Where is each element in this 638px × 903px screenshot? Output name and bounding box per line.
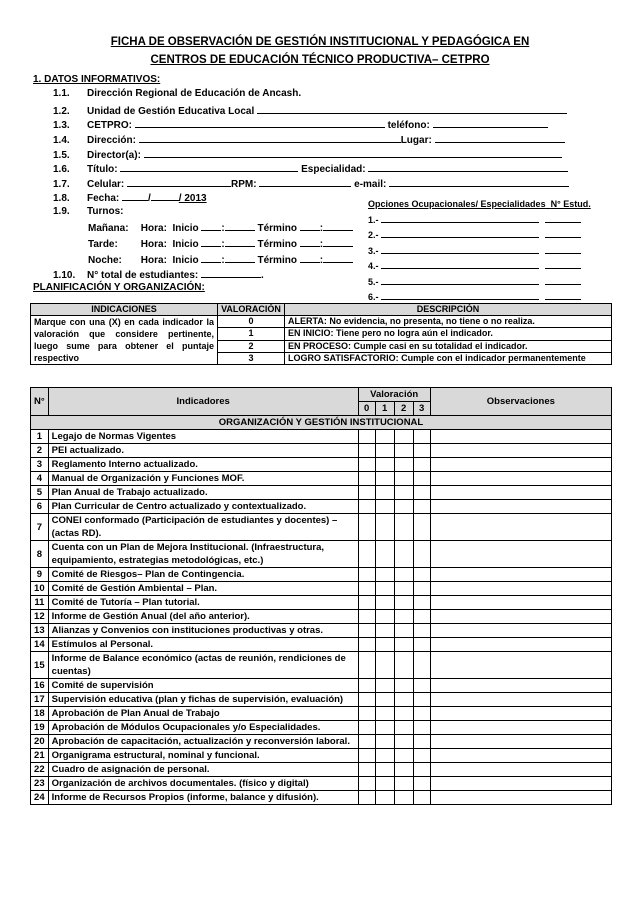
score-cell-3[interactable] <box>413 791 430 805</box>
score-cell-2[interactable] <box>394 693 413 707</box>
score-cell-2[interactable] <box>394 638 413 652</box>
score-cell-2[interactable] <box>394 624 413 638</box>
score-cell-0[interactable] <box>358 568 375 582</box>
score-cell-1[interactable] <box>375 763 394 777</box>
indicator-text: Supervisión educativa (plan y fichas de supervisión, evaluación) <box>48 693 358 707</box>
score-cell-1[interactable] <box>375 472 394 486</box>
observation-cell[interactable] <box>430 777 611 791</box>
legend-header-descripcion: DESCRIPCIÓN <box>285 304 612 316</box>
table-row <box>31 514 612 541</box>
row-number: 16 <box>31 679 49 693</box>
row-number: 11 <box>31 596 49 610</box>
score-cell-3[interactable] <box>413 610 430 624</box>
score-cell-0[interactable] <box>358 486 375 500</box>
observation-cell[interactable] <box>430 582 611 596</box>
table-row <box>31 652 612 679</box>
info-row-6: 1.6. Título: Especialidad: <box>53 162 568 176</box>
observation-cell[interactable] <box>430 624 611 638</box>
indicator-text: Legajo de Normas Vigentes <box>48 430 358 444</box>
morning-end-h[interactable] <box>300 221 320 231</box>
night-start-m[interactable] <box>225 253 255 263</box>
score-cell-3[interactable] <box>413 582 430 596</box>
morning-end-m[interactable] <box>323 221 353 231</box>
score-cell-2[interactable] <box>394 568 413 582</box>
row-number: 12 <box>31 610 49 624</box>
score-cell-2[interactable] <box>394 596 413 610</box>
occupational-options <box>368 197 608 306</box>
info-row-8: 1.8. Fecha: / / 2013 <box>53 193 207 204</box>
morning-start-m[interactable] <box>225 221 255 231</box>
legend-header-valoracion: VALORACIÓN <box>218 304 285 316</box>
table-row <box>31 638 612 652</box>
row-number: 23 <box>31 777 49 791</box>
row-number: 21 <box>31 749 49 763</box>
table-row <box>31 707 612 721</box>
score-cell-0[interactable] <box>358 763 375 777</box>
score-cell-1[interactable] <box>375 721 394 735</box>
row-number: 13 <box>31 624 49 638</box>
score-cell-1[interactable] <box>375 596 394 610</box>
score-cell-2[interactable] <box>394 679 413 693</box>
cetpro-field[interactable] <box>135 118 385 128</box>
info-row-7: 1.7. Celular: RPM: e-mail: <box>53 177 569 191</box>
table-row <box>31 541 612 568</box>
score-cell-0[interactable] <box>358 541 375 568</box>
indicator-text: Aprobación de Plan Anual de Trabajo <box>48 707 358 721</box>
ugel-field[interactable] <box>257 104 567 114</box>
indicator-rows <box>31 430 612 805</box>
score-cell-1[interactable] <box>375 791 394 805</box>
observation-cell[interactable] <box>430 486 611 500</box>
row-number: 18 <box>31 707 49 721</box>
score-cell-0[interactable] <box>358 777 375 791</box>
form-title-line2: CENTROS DE EDUCACIÓN TÉCNICO PRODUCTIVA– CETPRO <box>150 54 490 66</box>
observation-cell[interactable] <box>430 444 611 458</box>
observation-cell[interactable] <box>430 472 611 486</box>
score-cell-0[interactable] <box>358 707 375 721</box>
score-cell-3[interactable] <box>413 749 430 763</box>
option-line[interactable]: 3.- <box>368 244 608 260</box>
row-number: 10 <box>31 582 49 596</box>
table-row <box>31 679 612 693</box>
score-cell-3[interactable] <box>413 596 430 610</box>
observation-cell[interactable] <box>430 791 611 805</box>
indicator-text: Plan Anual de Trabajo actualizado. <box>48 486 358 500</box>
score-cell-0[interactable] <box>358 679 375 693</box>
score-cell-2[interactable] <box>394 777 413 791</box>
score-cell-2[interactable] <box>394 472 413 486</box>
score-cell-0[interactable] <box>358 430 375 444</box>
legend-desc: ALERTA: No evidencia, no presenta, no tiene o no realiza. <box>285 316 612 328</box>
indicator-text: Reglamento Interno actualizado. <box>48 458 358 472</box>
indicator-text: Informe de Gestión Anual (del año anterior). <box>48 610 358 624</box>
score-cell-2[interactable] <box>394 749 413 763</box>
afternoon-end-m[interactable] <box>323 237 353 247</box>
table-row <box>31 458 612 472</box>
legend-value: 2 <box>218 340 285 352</box>
score-cell-3[interactable] <box>413 777 430 791</box>
score-cell-0[interactable] <box>358 735 375 749</box>
indicator-text: Comité de Gestión Ambiental – Plan. <box>48 582 358 596</box>
indicator-text: Estímulos al Personal. <box>48 638 358 652</box>
shift-night: Noche: Hora: Inicio : Término : <box>88 253 353 267</box>
score-cell-1[interactable] <box>375 777 394 791</box>
col-observaciones-header: Observaciones <box>430 388 611 416</box>
score-cell-2[interactable] <box>394 514 413 541</box>
score-cell-0[interactable] <box>358 514 375 541</box>
legend-desc: LOGRO SATISFACTORIO: Cumple con el indicador permanentemente <box>285 352 612 364</box>
legend-desc: EN PROCESO: Cumple casi en su totalidad el indicador. <box>285 340 612 352</box>
rpm-field[interactable] <box>259 177 351 187</box>
night-start-h[interactable] <box>201 253 221 263</box>
score-cell-3[interactable] <box>413 679 430 693</box>
indicator-text: Organigrama estructural, nominal y funcional. <box>48 749 358 763</box>
row-number: 4 <box>31 472 49 486</box>
score-cell-3[interactable] <box>413 444 430 458</box>
col-number-header: N° <box>31 388 49 416</box>
score-cell-3[interactable] <box>413 458 430 472</box>
score-cell-1[interactable] <box>375 638 394 652</box>
score-cell-2[interactable] <box>394 486 413 500</box>
score-cell-1[interactable] <box>375 486 394 500</box>
observation-cell[interactable] <box>430 679 611 693</box>
legend-value: 0 <box>218 316 285 328</box>
score-cell-1[interactable] <box>375 624 394 638</box>
score-cell-1[interactable] <box>375 500 394 514</box>
observation-cell[interactable] <box>430 693 611 707</box>
score-cell-3[interactable] <box>413 430 430 444</box>
shift-afternoon: Tarde: Hora: Inicio : Término : <box>88 237 353 251</box>
observation-cell[interactable] <box>430 721 611 735</box>
score-cell-2[interactable] <box>394 652 413 679</box>
celular-field[interactable] <box>127 177 231 187</box>
observation-cell[interactable] <box>430 458 611 472</box>
observation-cell[interactable] <box>430 541 611 568</box>
info-row-9: 1.9. Turnos: <box>53 206 124 217</box>
observation-cell[interactable] <box>430 638 611 652</box>
director-field[interactable] <box>144 148 562 158</box>
info-row-5: 1.5. Director(a): <box>53 148 562 162</box>
table-row <box>31 610 612 624</box>
score-cell-1[interactable] <box>375 541 394 568</box>
indicator-text: Cuenta con un Plan de Mejora Institucional. (Infraestructura, equipamiento, estrategias metodológicas, etc.) <box>48 541 358 568</box>
score-cell-0[interactable] <box>358 582 375 596</box>
table-row <box>31 486 612 500</box>
night-end-m[interactable] <box>323 253 353 263</box>
indicator-text: Aprobación de Módulos Ocupacionales y/o Especialidades. <box>48 721 358 735</box>
total-estudiantes-field[interactable] <box>201 268 261 278</box>
score-cell-3[interactable] <box>413 721 430 735</box>
score-cell-2[interactable] <box>394 763 413 777</box>
row-number: 14 <box>31 638 49 652</box>
row-number: 9 <box>31 568 49 582</box>
score-cell-1[interactable] <box>375 707 394 721</box>
morning-start-h[interactable] <box>201 221 221 231</box>
option-line[interactable]: 6.- <box>368 290 608 306</box>
legend-instruction: Marque con una (X) en cada indicador la valoración que considere pertinente, luego sume para obtener el puntaje respectivo <box>31 316 218 365</box>
score-cell-1[interactable] <box>375 568 394 582</box>
indicator-text: Comité de Riesgos– Plan de Contingencia. <box>48 568 358 582</box>
score-cell-3[interactable] <box>413 638 430 652</box>
options-header-students: N° Estud. <box>550 199 591 209</box>
table-row <box>31 735 612 749</box>
score-cell-2[interactable] <box>394 791 413 805</box>
afternoon-start-h[interactable] <box>201 237 221 247</box>
option-line[interactable]: 1.- <box>368 213 608 229</box>
info-row-10: 1.10. N° total de estudiantes: . <box>53 270 264 281</box>
indicator-text: PEI actualizado. <box>48 444 358 458</box>
fecha-dia-field[interactable] <box>122 191 148 201</box>
table-row <box>31 749 612 763</box>
score-cell-3[interactable] <box>413 693 430 707</box>
score-cell-0[interactable] <box>358 749 375 763</box>
score-cell-1[interactable] <box>375 582 394 596</box>
score-cell-1[interactable] <box>375 652 394 679</box>
table-row <box>31 721 612 735</box>
table-row <box>31 568 612 582</box>
row-number: 2 <box>31 444 49 458</box>
table-row <box>31 444 612 458</box>
scale-1: 1 <box>375 402 394 416</box>
option-line[interactable]: 4.- <box>368 259 608 275</box>
observation-cell[interactable] <box>430 430 611 444</box>
table-row <box>31 472 612 486</box>
row-number: 22 <box>31 763 49 777</box>
direccion-field[interactable] <box>139 133 401 143</box>
form-title-line1: FICHA DE OBSERVACIÓN DE GESTIÓN INSTITUCIONAL Y PEDAGÓGICA EN <box>110 36 530 48</box>
indicator-text: Cuadro de asignación de personal. <box>48 763 358 777</box>
score-cell-1[interactable] <box>375 749 394 763</box>
score-cell-2[interactable] <box>394 430 413 444</box>
row-number: 24 <box>31 791 49 805</box>
especialidad-field[interactable] <box>368 162 568 172</box>
indicator-text: Comité de supervisión <box>48 679 358 693</box>
score-cell-2[interactable] <box>394 735 413 749</box>
section-datos-informativos: 1. DATOS INFORMATIVOS: <box>33 74 161 85</box>
score-cell-0[interactable] <box>358 444 375 458</box>
legend-value: 3 <box>218 352 285 364</box>
observation-cell[interactable] <box>430 596 611 610</box>
table-row <box>31 500 612 514</box>
score-cell-1[interactable] <box>375 735 394 749</box>
night-end-h[interactable] <box>300 253 320 263</box>
score-cell-0[interactable] <box>358 693 375 707</box>
score-cell-3[interactable] <box>413 486 430 500</box>
score-cell-3[interactable] <box>413 652 430 679</box>
table-row <box>31 430 612 444</box>
col-indicators-header: Indicadores <box>48 388 358 416</box>
legend-value: 1 <box>218 328 285 340</box>
row-number: 20 <box>31 735 49 749</box>
observation-cell[interactable] <box>430 652 611 679</box>
observation-cell[interactable] <box>430 707 611 721</box>
score-cell-2[interactable] <box>394 610 413 624</box>
score-cell-1[interactable] <box>375 514 394 541</box>
scale-2: 2 <box>394 402 413 416</box>
info-row-4: 1.4. Dirección: Lugar: <box>53 133 565 147</box>
indicators-table <box>30 387 612 805</box>
score-cell-2[interactable] <box>394 500 413 514</box>
table-row <box>31 596 612 610</box>
table-row <box>31 777 612 791</box>
table-row <box>31 582 612 596</box>
observation-cell[interactable] <box>430 749 611 763</box>
indicator-text: Comité de Tutoría – Plan tutorial. <box>48 596 358 610</box>
score-cell-1[interactable] <box>375 444 394 458</box>
score-cell-3[interactable] <box>413 763 430 777</box>
score-cell-1[interactable] <box>375 679 394 693</box>
row-number: 8 <box>31 541 49 568</box>
score-cell-1[interactable] <box>375 458 394 472</box>
titulo-field[interactable] <box>120 162 298 172</box>
score-cell-2[interactable] <box>394 541 413 568</box>
score-cell-0[interactable] <box>358 500 375 514</box>
observation-cell[interactable] <box>430 568 611 582</box>
observation-cell[interactable] <box>430 514 611 541</box>
score-cell-0[interactable] <box>358 638 375 652</box>
indicator-text: Aprobación de capacitación, actualización y reconversión laboral. <box>48 735 358 749</box>
score-cell-0[interactable] <box>358 652 375 679</box>
observation-cell[interactable] <box>430 763 611 777</box>
scale-0: 0 <box>358 402 375 416</box>
score-cell-3[interactable] <box>413 472 430 486</box>
shift-morning: Mañana: Hora: Inicio : Término : <box>88 221 353 235</box>
info-row-2: 1.2. Unidad de Gestión Educativa Local <box>53 104 567 118</box>
telefono-field[interactable] <box>433 118 548 128</box>
score-cell-0[interactable] <box>358 610 375 624</box>
row-number: 15 <box>31 652 49 679</box>
afternoon-end-h[interactable] <box>300 237 320 247</box>
observation-cell[interactable] <box>430 735 611 749</box>
table-row <box>31 693 612 707</box>
score-cell-1[interactable] <box>375 610 394 624</box>
option-line[interactable]: 5.- <box>368 275 608 291</box>
observation-cell[interactable] <box>430 500 611 514</box>
options-header: Opciones Ocupacionales/ Especialidades <box>368 199 546 209</box>
score-cell-0[interactable] <box>358 791 375 805</box>
section-planificacion: PLANIFICACIÓN Y ORGANIZACIÓN: <box>33 282 205 293</box>
indicator-text: Informe de Recursos Propios (informe, balance y difusión). <box>48 791 358 805</box>
score-cell-3[interactable] <box>413 707 430 721</box>
afternoon-start-m[interactable] <box>225 237 255 247</box>
indicator-text: Plan Curricular de Centro actualizado y contextualizado. <box>48 500 358 514</box>
score-cell-1[interactable] <box>375 430 394 444</box>
lugar-field[interactable] <box>435 133 565 143</box>
score-cell-3[interactable] <box>413 500 430 514</box>
score-cell-0[interactable] <box>358 596 375 610</box>
scale-3: 3 <box>413 402 430 416</box>
score-cell-3[interactable] <box>413 514 430 541</box>
indicator-text: Organización de archivos documentales. (físico y digital) <box>48 777 358 791</box>
score-cell-0[interactable] <box>358 721 375 735</box>
observation-cell[interactable] <box>430 610 611 624</box>
score-cell-0[interactable] <box>358 624 375 638</box>
score-cell-2[interactable] <box>394 458 413 472</box>
indicator-text: CONEI conformado (Participación de estudiantes y docentes) – (actas RD). <box>48 514 358 541</box>
score-cell-3[interactable] <box>413 541 430 568</box>
score-cell-2[interactable] <box>394 721 413 735</box>
score-cell-1[interactable] <box>375 693 394 707</box>
section-organizacion-gestion: ORGANIZACIÓN Y GESTIÓN INSTITUCIONAL <box>31 416 612 430</box>
fecha-mes-field[interactable] <box>151 191 179 201</box>
score-cell-3[interactable] <box>413 568 430 582</box>
row-number: 1 <box>31 430 49 444</box>
indicator-text: Informe de Balance económico (actas de reunión, rendiciones de cuentas) <box>48 652 358 679</box>
table-row <box>31 624 612 638</box>
row-number: 17 <box>31 693 49 707</box>
score-cell-3[interactable] <box>413 735 430 749</box>
score-cell-0[interactable] <box>358 458 375 472</box>
info-row-3: 1.3. CETPRO: teléfono: <box>53 118 548 132</box>
row-number: 6 <box>31 500 49 514</box>
score-cell-2[interactable] <box>394 444 413 458</box>
col-valoracion-header: Valoración <box>358 388 430 402</box>
score-cell-2[interactable] <box>394 582 413 596</box>
legend-header-indicaciones: INDICACIONES <box>31 304 218 316</box>
score-cell-0[interactable] <box>358 472 375 486</box>
score-cell-2[interactable] <box>394 707 413 721</box>
row-number: 3 <box>31 458 49 472</box>
table-row <box>31 791 612 805</box>
row-number: 19 <box>31 721 49 735</box>
info-row-1: 1.1. Dirección Regional de Educación de Ancash. <box>53 88 302 99</box>
legend-table <box>30 303 612 365</box>
table-row <box>31 763 612 777</box>
indicator-text: Alianzas y Convenios con instituciones productivas y otras. <box>48 624 358 638</box>
score-cell-3[interactable] <box>413 624 430 638</box>
row-number: 7 <box>31 514 49 541</box>
email-field[interactable] <box>389 177 569 187</box>
row-number: 5 <box>31 486 49 500</box>
option-line[interactable]: 2.- <box>368 228 608 244</box>
indicator-text: Manual de Organización y Funciones MOF. <box>48 472 358 486</box>
legend-desc: EN INICIO: Tiene pero no logra aún el indicador. <box>285 328 612 340</box>
